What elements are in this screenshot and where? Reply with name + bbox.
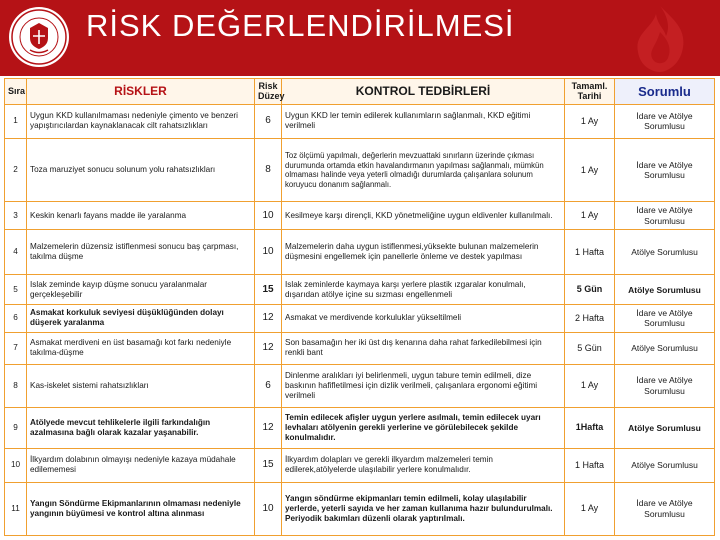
control-measure-cell: Kesilmeye karşı dirençli, KKD yönetmeliğine uygun eldivenler kullanılmalı. <box>282 202 565 230</box>
title-banner <box>0 0 720 76</box>
row-number: 8 <box>5 364 27 407</box>
risk-cell: Uygun KKD kullanılmaması nedeniyle çimento ve benzeri yapıştırıcılardan kaynaklanacak cilt rahatsızlıkları <box>27 105 255 139</box>
completion-date-cell: 1 Ay <box>565 105 615 139</box>
column-header-period: Tamaml. Tarihi <box>565 79 615 105</box>
row-number: 6 <box>5 305 27 333</box>
risk-score-cell: 12 <box>255 332 282 364</box>
table-row <box>5 275 715 305</box>
risk-cell: Malzemelerin düzensiz istiflenmesi sonucu baş çarpması, takılma düşme <box>27 230 255 275</box>
table-row <box>5 138 715 202</box>
ministry-logo-icon <box>8 6 70 68</box>
risk-cell: Atölyede mevcut tehlikelerle ilgili farkındalığın azalmasına bağlı olarak kazalar yaşanabilir. <box>27 407 255 448</box>
table-row <box>5 482 715 535</box>
column-header-score: Risk Düzey <box>255 79 282 105</box>
control-measure-cell: Son basamağın her iki üst dış kenarına daha rahat farkedilebilmesi için renkli bant <box>282 332 565 364</box>
control-measure-cell: İlkyardım dolapları ve gerekli ilkyardım malzemeleri temin edilerek,atölyelerde ulaşılabilir yerlere konulmalıdır. <box>282 448 565 482</box>
responsible-cell: Atölye Sorumlusu <box>615 275 715 305</box>
table-row <box>5 305 715 333</box>
risk-cell: Keskin kenarlı fayans madde ile yaralanma <box>27 202 255 230</box>
completion-date-cell: 2 Hafta <box>565 305 615 333</box>
completion-date-cell: 1 Hafta <box>565 448 615 482</box>
risk-score-cell: 15 <box>255 448 282 482</box>
control-measure-cell: Malzemelerin daha uygun istiflenmesi,yüksekte bulunan malzemelerin düşmesini engellemek için panellerle önleme ve destek yapılması <box>282 230 565 275</box>
torch-flame-icon <box>612 2 708 74</box>
control-measure-cell: Temin edilecek afişler uygun yerlere asılmalı, temin edilecek uyarı levhaları atölyenin gerekli yerlerine ve görülebilecek şekilde konulmalıdır. <box>282 407 565 448</box>
risk-score-cell: 6 <box>255 105 282 139</box>
responsible-cell: Atölye Sorumlusu <box>615 407 715 448</box>
risk-cell: Islak zeminde kayıp düşme sonucu yaralanmalar gerçekleşebilir <box>27 275 255 305</box>
responsible-cell: İdare ve Atölye Sorumlusu <box>615 305 715 333</box>
risk-assessment-table <box>4 78 715 536</box>
responsible-cell: İdare ve Atölye Sorumlusu <box>615 202 715 230</box>
table-row <box>5 407 715 448</box>
risk-score-cell: 6 <box>255 364 282 407</box>
control-measure-cell: Yangın söndürme ekipmanları temin edilmeli, kolay ulaşılabilir yerlerde, yeterli sayıda ve her zaman kullanıma hazır bulundurulmalı. Periyodik bakımları düzenli olarak yaptırılmalı. <box>282 482 565 535</box>
table-row <box>5 364 715 407</box>
completion-date-cell: 1 Ay <box>565 138 615 202</box>
row-number: 10 <box>5 448 27 482</box>
risk-score-cell: 8 <box>255 138 282 202</box>
risk-assessment-table-container <box>4 78 714 536</box>
row-number: 4 <box>5 230 27 275</box>
responsible-cell: İdare ve Atölye Sorumlusu <box>615 364 715 407</box>
responsible-cell: İdare ve Atölye Sorumlusu <box>615 482 715 535</box>
risk-cell: İlkyardım dolabının olmayışı nedeniyle kazaya müdahale edilememesi <box>27 448 255 482</box>
risk-score-cell: 12 <box>255 305 282 333</box>
completion-date-cell: 5 Gün <box>565 332 615 364</box>
control-measure-cell: Islak zeminlerde kaymaya karşı yerlere plastik ızgaralar konulmalı, dışarıdan atölye içine su sızması engellenmeli <box>282 275 565 305</box>
risk-score-cell: 10 <box>255 482 282 535</box>
risk-score-cell: 12 <box>255 407 282 448</box>
responsible-cell: İdare ve Atölye Sorumlusu <box>615 138 715 202</box>
table-row <box>5 448 715 482</box>
page-title: RİSK DEĞERLENDİRİLMESİ <box>86 8 515 43</box>
responsible-cell: İdare ve Atölye Sorumlusu <box>615 105 715 139</box>
row-number: 2 <box>5 138 27 202</box>
completion-date-cell: 1 Ay <box>565 482 615 535</box>
risk-cell: Kas-iskelet sistemi rahatsızlıkları <box>27 364 255 407</box>
responsible-cell: Atölye Sorumlusu <box>615 448 715 482</box>
row-number: 9 <box>5 407 27 448</box>
risk-cell: Yangın Söndürme Ekipmanlarının olmaması nedeniyle yangının büyümesi ve kontrol altına alınması <box>27 482 255 535</box>
risk-cell: Toza maruziyet sonucu solunum yolu rahatsızlıkları <box>27 138 255 202</box>
risk-score-cell: 10 <box>255 202 282 230</box>
responsible-cell: Atölye Sorumlusu <box>615 332 715 364</box>
risk-score-cell: 15 <box>255 275 282 305</box>
completion-date-cell: 1Hafta <box>565 407 615 448</box>
column-header-responsible: Sorumlu <box>615 79 715 105</box>
table-row <box>5 105 715 139</box>
control-measure-cell: Toz ölçümü yapılmalı, değerlerin mevzuattaki sınırların üzerinde çıkması durumunda ortamda etkin havalandırmanın yapılması sağlanmalı, mümkün olmaması halinde veya yeterli olmadığı durumlarda çalışanlara solunum koruyucu donanım sağlanmalı. <box>282 138 565 202</box>
risk-score-cell: 10 <box>255 230 282 275</box>
row-number: 7 <box>5 332 27 364</box>
completion-date-cell: 1 Hafta <box>565 230 615 275</box>
column-header-risk: RİSKLER <box>27 79 255 105</box>
table-row <box>5 202 715 230</box>
completion-date-cell: 5 Gün <box>565 275 615 305</box>
row-number: 11 <box>5 482 27 535</box>
table-row <box>5 230 715 275</box>
completion-date-cell: 1 Ay <box>565 202 615 230</box>
control-measure-cell: Uygun KKD ler temin edilerek kullanımların sağlanmalı, KKD eğitimi verilmeli <box>282 105 565 139</box>
risk-cell: Asmakat merdiveni en üst basamağı kot farkı nedeniyle takılma-düşme <box>27 332 255 364</box>
control-measure-cell: Dinlenme aralıkları iyi belirlenmeli, uygun tabure temin edilmeli, dize baskının hafifletilmesi için dizlik verilmeli, çalışanlara ergonomi eğitimi verilmeli <box>282 364 565 407</box>
row-number: 5 <box>5 275 27 305</box>
row-number: 1 <box>5 105 27 139</box>
table-row <box>5 332 715 364</box>
control-measure-cell: Asmakat ve merdivende korkuluklar yükseltilmeli <box>282 305 565 333</box>
column-header-control: KONTROL TEDBİRLERİ <box>282 79 565 105</box>
table-header-row <box>5 79 715 105</box>
row-number: 3 <box>5 202 27 230</box>
column-header-no: Sıra <box>5 79 27 105</box>
responsible-cell: Atölye Sorumlusu <box>615 230 715 275</box>
completion-date-cell: 1 Ay <box>565 364 615 407</box>
risk-cell: Asmakat korkuluk seviyesi düşüklüğünden dolayı düşerek yaralanma <box>27 305 255 333</box>
